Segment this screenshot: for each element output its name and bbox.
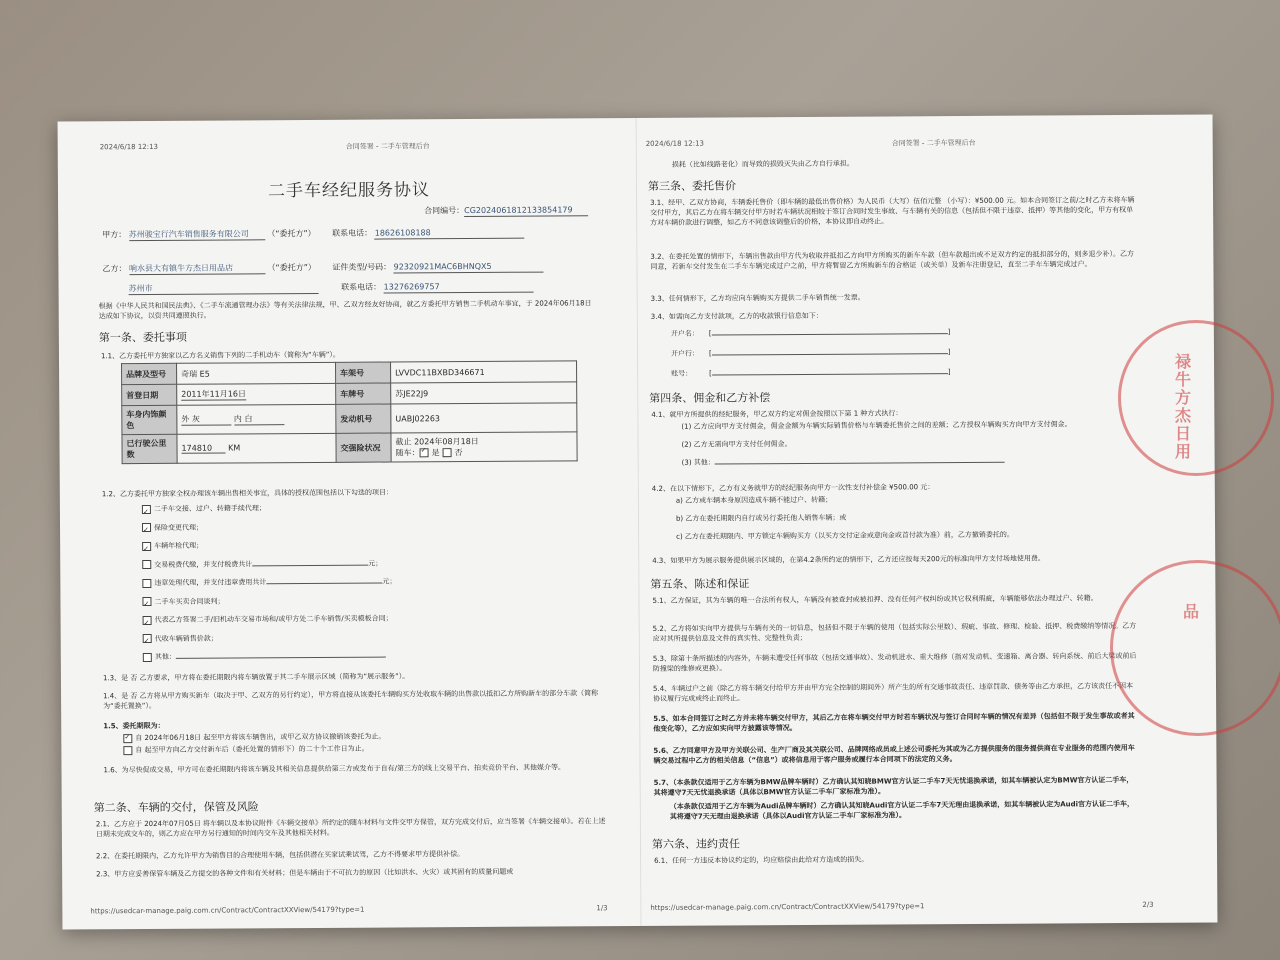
engine-label: 发动机号 bbox=[336, 404, 391, 433]
vin-value: LVVDC11BXBD346671 bbox=[391, 361, 577, 383]
account-name-label: 开户名： bbox=[670, 329, 699, 338]
clause-2-1: 2.1、乙方应于 2024年07月05日 将车辆以及本协议附件《车辆交接单》所约定的随车材料与文件交甲方保管，双方完成交付后，应当签署《车辆交接单》。若在上述日期未完成交车的，则乙方应在甲方另行通知的时间内交车及其他相关材料。 bbox=[95, 817, 606, 839]
party-b-phone: 13276269757 bbox=[384, 281, 534, 294]
section-6-heading: 第六条、违约责任 bbox=[651, 837, 741, 851]
account-number-field[interactable] bbox=[712, 373, 948, 375]
no-label: 否 bbox=[454, 448, 463, 458]
yuan-label: 元； bbox=[368, 559, 383, 568]
option-checkbox[interactable] bbox=[143, 652, 152, 661]
print-date: 2024/6/18 12:13 bbox=[99, 142, 159, 152]
party-b-id-label: 证件类型/号码： bbox=[332, 262, 392, 272]
term-a-checkbox[interactable] bbox=[123, 734, 132, 743]
vehicle-table bbox=[121, 360, 578, 464]
term-a-label: 自 2024年06月18日 起至甲方将该车辆售出，或甲乙双方协议撤销该委托为止。 bbox=[135, 732, 386, 743]
insurance-with-car bbox=[396, 446, 573, 458]
clause-5-7-audi: （本条款仅适用于乙方车辆为Audi品牌车辆时）乙方确认其知晓Audi官方认证二手车7天无理由退换承诺，如其车辆被认定为Audi官方认证二手车，其将遵守7天无理由退换承诺（具体以Audi官方认证二手车厂家标准为准）。 bbox=[669, 799, 1135, 821]
clause-1-4: 1.4、是 否 乙方将从甲方购买新车（取决于甲、乙双方的另行约定），甲方将直接从该委托车辆购买方处收取车辆的出售款以抵扣乙方所购新车的部分车款（简称为“委托置换”）。 bbox=[103, 689, 599, 711]
clause-1-6: 1.6、为尽快促成交易，甲方可在委托期限内将该车辆及其相关信息提供给第三方或发布于自有/第三方的线上交易平台、拍卖竞价平台、其他媒介等。 bbox=[103, 763, 566, 775]
continued-text: 损耗（比如线路老化）而导致的损毁灭失由乙方自行承担。 bbox=[671, 159, 854, 169]
seal-text-2: 品 bbox=[1183, 602, 1200, 621]
intro-text: 根据《中华人民共和国民法典》、《二手车流通管理办法》等有关法律法规，甲、乙双方经友好协商，就乙方委托甲方销售二手机动车事宜，于 2024年06月18日 达成如下协议，以资共同遵照执行。 bbox=[98, 299, 592, 321]
brand-label: 品牌及型号 bbox=[122, 363, 177, 384]
clause-4-2-c: c) 乙方在委托期限内、甲方锁定车辆购买方（以买方交付定金或意向金或首付款为准）前，乙方撤销委托的。 bbox=[676, 530, 1014, 541]
seal-text: 禄牛方杰日用 bbox=[1175, 352, 1192, 461]
option-label: 违章处理代理，并支付违章费用共计 bbox=[154, 578, 267, 587]
plate-label: 车牌号 bbox=[336, 383, 391, 404]
party-b-row bbox=[102, 261, 543, 276]
clause-5-4: 5.4、车辆过户之前（除乙方将车辆交付给甲方并由甲方完全控制的期间外）所产生的所有交通事故责任、违章罚款、债务等由乙方承担，乙方该责任不因本协议履行完成或终止而终止。 bbox=[652, 681, 1134, 703]
account-name-row: 开户名： [ ] bbox=[671, 322, 951, 344]
clause-3-3: 3.3、任何情形下，乙方均应向车辆购买方提供二手车销售统一发票。 bbox=[650, 293, 865, 303]
option-item bbox=[143, 609, 397, 629]
option-list bbox=[142, 498, 397, 666]
clause-1-3: 1.3、是 否 乙方要求，甲方将在委托期限内将车辆放置于其二手车展示区域（简称为“展示服务”）。 bbox=[102, 672, 410, 683]
account-number-row: 账号： [ ] bbox=[671, 362, 951, 384]
option-item bbox=[142, 517, 396, 537]
page-number: 1/3 bbox=[596, 904, 608, 913]
clause-5-6: 5.6、乙方同意甲方及甲方关联公司、生产厂商及其关联公司、品牌网络成员或上述公司委托为其或为乙方提供服务的服务提供商在专业服务的范围内使用车辆交易过程中乙方的相关信息（“信息”）或将信息用于客户服务或履行本合同项下的法定的义务。 bbox=[653, 743, 1135, 765]
clause-1-5: 1.5、委托期限为： bbox=[103, 721, 165, 731]
tax-blank[interactable] bbox=[252, 564, 368, 566]
clause-6-1: 6.1、任何一方违反本协议约定的，均应赔偿由此给对方造成的损失。 bbox=[654, 855, 869, 865]
clause-5-1: 5.1、乙方保证，其为车辆的唯一合法所有权人，车辆没有被查封或被扣押、没有任何产权纠纷或其它权利瑕疵，车辆能够依法办理过户、转籍。 bbox=[652, 594, 1098, 605]
option-item bbox=[142, 591, 396, 611]
clause-5-7-bmw: 5.7、（本条款仅适用于乙方车辆为BMW品牌车辆时）乙方确认其知晓BMW官方认证二手车7天无忧退换承诺，如其车辆被认定为BMW官方认证二手车，其将遵守7天无忧退换承诺（具体以BMW官方认证二手车厂家标准为准）。 bbox=[653, 775, 1134, 797]
clause-4-1: 4.1、就甲方所提供的经纪服务，甲乙双方约定对佣金按照以下第 1 种方式执行： bbox=[651, 409, 903, 419]
account-name-field[interactable] bbox=[712, 333, 948, 335]
footer-url: https://usedcar-manage.paig.com.cn/Contract/ContractXXView/54179?type=1 bbox=[650, 902, 925, 912]
company-seal-bottom bbox=[1110, 560, 1280, 736]
color-value bbox=[177, 404, 336, 434]
engine-value: UABJ02263 bbox=[391, 403, 577, 433]
clause-4-3: 4.3、如果甲方为展示服务提供展示区域的，在第4.2条所约定的情形下，乙方还应按每天200元的标准向甲方支付场地使用费。 bbox=[652, 554, 1045, 565]
clause-1-2: 1.2、乙方委托甲方独家全权办理该车辆出售相关事宜，具体的授权范围包括以下勾选的项目： bbox=[101, 488, 393, 499]
option-checkbox[interactable] bbox=[142, 523, 151, 532]
party-b-row-2 bbox=[129, 281, 534, 295]
company-seal-top bbox=[1118, 320, 1274, 476]
clause-1-5-option-a bbox=[123, 732, 385, 744]
yes-label: 是 bbox=[431, 448, 440, 458]
party-a-phone: 18626108188 bbox=[375, 227, 525, 240]
option-item bbox=[142, 498, 396, 518]
clause-5-5: 5.5、如本合同签订之时乙方并未将车辆交付甲方，其后乙方在将车辆交付甲方时若车辆状况与签订合同时车辆的情况有差异（包括但不限于发生事故或者其他变化等），乙方应如实向甲方披露该等情况。 bbox=[653, 711, 1135, 733]
page-two bbox=[636, 114, 1218, 926]
other-field[interactable] bbox=[715, 462, 1005, 465]
km-unit: KM bbox=[228, 443, 241, 453]
contract-number bbox=[424, 204, 588, 217]
contract-number-label: 合同编号： bbox=[424, 206, 465, 216]
km-label: 已行驶公里数 bbox=[122, 434, 177, 463]
bank-branch-label: 开户行： bbox=[670, 349, 699, 358]
option-label: 二手车买卖合同谈判； bbox=[154, 597, 225, 606]
clause-5-2: 5.2、乙方将如实向甲方提供与车辆有关的一切信息，包括但不限于车辆的使用（包括实际公里数）、瑕疵、事故、修理、检验、抵押、税费缴纳等情况。乙方应对其所提供信息及文件的真实性、完整性负责； bbox=[652, 621, 1137, 643]
insurance-until: 截止 2024年08月18日 bbox=[395, 436, 479, 447]
clause-2-2: 2.2、在委托期限内，乙方允许甲方为销售目的合理使用车辆，包括供潜在买家试乘试驾，乙方不得要求甲方提供补偿。 bbox=[96, 850, 465, 861]
option-label: 代表乙方签署二手/旧机动车交易市场和/或甲方处二手车销售/买卖模板合同； bbox=[154, 614, 393, 624]
clause-1-1: 1.1、乙方委托甲方独家以乙方名义销售下列的二手机动车（简称为“车辆”）。 bbox=[100, 350, 340, 361]
yes-checkbox[interactable] bbox=[420, 448, 429, 457]
option-checkbox[interactable] bbox=[142, 560, 151, 569]
other-blank[interactable] bbox=[176, 657, 386, 659]
reg-date: 2011年11月16日 bbox=[181, 389, 246, 399]
document-title: 二手车经纪服务协议 bbox=[267, 180, 431, 202]
party-b-label: 乙方： bbox=[102, 264, 127, 274]
vin-label: 车架号 bbox=[336, 362, 391, 383]
account-number-label: 账号： bbox=[671, 369, 693, 378]
clause-3-2: 3.2、在委托处置的情形下，车辆出售款由甲方代为收取并抵扣乙方向甲方所购买的新车车款（但车款超出或不足双方约定的抵扣部分的，则多退少补）。乙方同意，若新车交付发生在二手车车辆完成过户之前，甲方将暂留乙方所购新车的合格证（或关单）及新车注册登记，直至二手车车辆完成过户。 bbox=[650, 249, 1135, 271]
party-a-name: 苏州骏宝行汽车销售服务有限公司 bbox=[129, 228, 265, 241]
brand-value: 奇瑞 E5 bbox=[177, 362, 336, 384]
section-5-heading: 第五条、陈述和保证 bbox=[650, 577, 750, 591]
clause-4-1-2: (2) 乙方无需向甲方支付任何佣金。 bbox=[681, 440, 792, 449]
insurance-value bbox=[391, 432, 577, 462]
contract-number-value: CG2024061812133854179 bbox=[464, 204, 588, 217]
yuan-label: 元； bbox=[382, 577, 397, 586]
clause-3-4: 3.4、如需向乙方支付款项，乙方的收款银行信息如下： bbox=[650, 311, 823, 321]
no-checkbox[interactable] bbox=[443, 448, 452, 457]
reg-label: 首登日期 bbox=[122, 384, 177, 405]
color-outside: 外 灰 bbox=[181, 413, 231, 425]
party-b-id: 92320921MAC6BHNQX5 bbox=[394, 261, 544, 274]
option-checkbox[interactable] bbox=[143, 615, 152, 624]
term-b-label: 自 起至甲方向乙方交付新车后（委托处置的情形下）的二十个工作日为止。 bbox=[135, 744, 369, 755]
insurance-label: 交强险状况 bbox=[336, 433, 391, 462]
contract-sheet bbox=[58, 114, 1218, 929]
clause-2-3: 2.3、甲方应妥善保管车辆及乙方提交的各种文件和有关材料；但是车辆由于不可抗力的原因（比如洪水、火灾）或其固有的质量问题或 bbox=[96, 867, 514, 879]
option-item bbox=[142, 535, 396, 555]
print-header: 合同签署 - 二手车管理后台 bbox=[891, 138, 976, 148]
party-a-phone-label: 联系电话： bbox=[332, 228, 373, 238]
clause-4-2-a: a) 乙方或车辆本身原因造成车辆不能过户、转籍； bbox=[675, 495, 833, 505]
option-checkbox[interactable] bbox=[142, 541, 151, 550]
option-checkbox[interactable] bbox=[142, 504, 151, 513]
section-4-heading: 第四条、佣金和乙方补偿 bbox=[649, 391, 771, 405]
party-a-row bbox=[102, 227, 525, 242]
bank-branch-field[interactable] bbox=[712, 353, 948, 355]
section-2-heading: 第二条、车辆的交付，保管及风险 bbox=[93, 800, 259, 815]
color-label: 车身内饰颜色 bbox=[122, 405, 177, 434]
section-3-heading: 第三条、委托售价 bbox=[647, 179, 736, 193]
km-number: 174810 bbox=[182, 444, 226, 454]
option-label: 二手车交接、过户、转籍手续代理； bbox=[153, 504, 266, 513]
plate-value: 苏JE22J9 bbox=[391, 382, 577, 404]
clause-1-5-option-b bbox=[123, 744, 368, 755]
option-item bbox=[142, 572, 396, 592]
print-date: 2024/6/18 12:13 bbox=[645, 139, 705, 148]
option-label: 保险变更代理； bbox=[153, 523, 204, 532]
option-checkbox[interactable] bbox=[142, 578, 151, 587]
option-label: 交易税费代缴，并支付税费共计 bbox=[154, 559, 253, 569]
party-a-label: 甲方： bbox=[102, 230, 127, 240]
option-label: 其他： bbox=[154, 652, 176, 661]
party-b-name: 响水县大有镇牛方杰日用品店 bbox=[129, 262, 265, 275]
option-item bbox=[143, 646, 397, 666]
option-item bbox=[143, 628, 397, 648]
option-label: 代收车辆销售价款； bbox=[154, 634, 218, 643]
clause-3-1: 3.1、经甲、乙双方协商，车辆委托售价（即车辆的最低出售价格）为人民币（大写）伍佰元整 （小写）：¥500.00 元。如本合同签订之前/之时乙方未将车辆交付甲方，其后乙方在将车辆交付甲方时若车辆状况相较于签订合同时发生事故、与车辆有关的信息（包括但不限于违章、抵押）等其他的变化，甲方有权单方对车辆价款进行调整，如乙方不同意该调整后的价格，本协议即自动终止。 bbox=[650, 195, 1135, 227]
page-one bbox=[58, 118, 641, 930]
clause-4-1-1: (1) 乙方应向甲方支付佣金，佣金金额为车辆实际销售价格与车辆委托售价之间的差额；乙方授权车辆购买方向甲方支付佣金。 bbox=[681, 420, 1072, 431]
section-1-heading: 第一条、委托事项 bbox=[98, 330, 187, 345]
color-inside: 内 白 bbox=[234, 413, 284, 425]
clause-4-2-b: b) 乙方在委托期限内自行或另行委托他人销售车辆；或 bbox=[675, 513, 847, 523]
clause-4-1-3 bbox=[682, 456, 1005, 468]
km-value bbox=[177, 433, 336, 463]
party-b-phone-label: 联系电话： bbox=[341, 282, 382, 292]
bank-branch-row: 开户行： [ ] bbox=[671, 342, 951, 364]
party-b-city: 苏州市 bbox=[129, 282, 319, 295]
print-header: 合同签署 - 二手车管理后台 bbox=[345, 142, 430, 151]
option-checkbox[interactable] bbox=[142, 597, 151, 606]
party-a-role: （“委托方”） bbox=[267, 228, 316, 239]
option-checkbox[interactable] bbox=[143, 634, 152, 643]
clause-4-2: 4.2、在以下情形下，乙方有义务就甲方的经纪服务向甲方一次性支付补偿金 ¥500.00 元： bbox=[651, 483, 935, 493]
party-b-role: （“委托方”） bbox=[267, 262, 316, 273]
footer-url: https://usedcar-manage.paig.com.cn/Contract/ContractXXView/54179?type=1 bbox=[90, 905, 365, 916]
term-b-checkbox[interactable] bbox=[123, 746, 132, 755]
option-item bbox=[142, 554, 396, 574]
violation-blank[interactable] bbox=[266, 583, 382, 585]
bank-info bbox=[671, 322, 951, 384]
reg-value bbox=[177, 383, 336, 405]
option-label: 车辆年检代理； bbox=[154, 541, 204, 550]
clause-5-3: 5.3、除第十条所描述的内容外，车辆未遭受任何事故（包括交通事故）、发动机进水、重大维修（指对发动机、变速箱、离合器、转向系统、前后大梁或前后防撞梁的维修或更换）。 bbox=[652, 651, 1137, 673]
insurance-with-label: 随车： bbox=[395, 448, 420, 458]
page-number: 2/3 bbox=[1142, 900, 1154, 909]
other-label: (3) 其他： bbox=[681, 458, 715, 467]
